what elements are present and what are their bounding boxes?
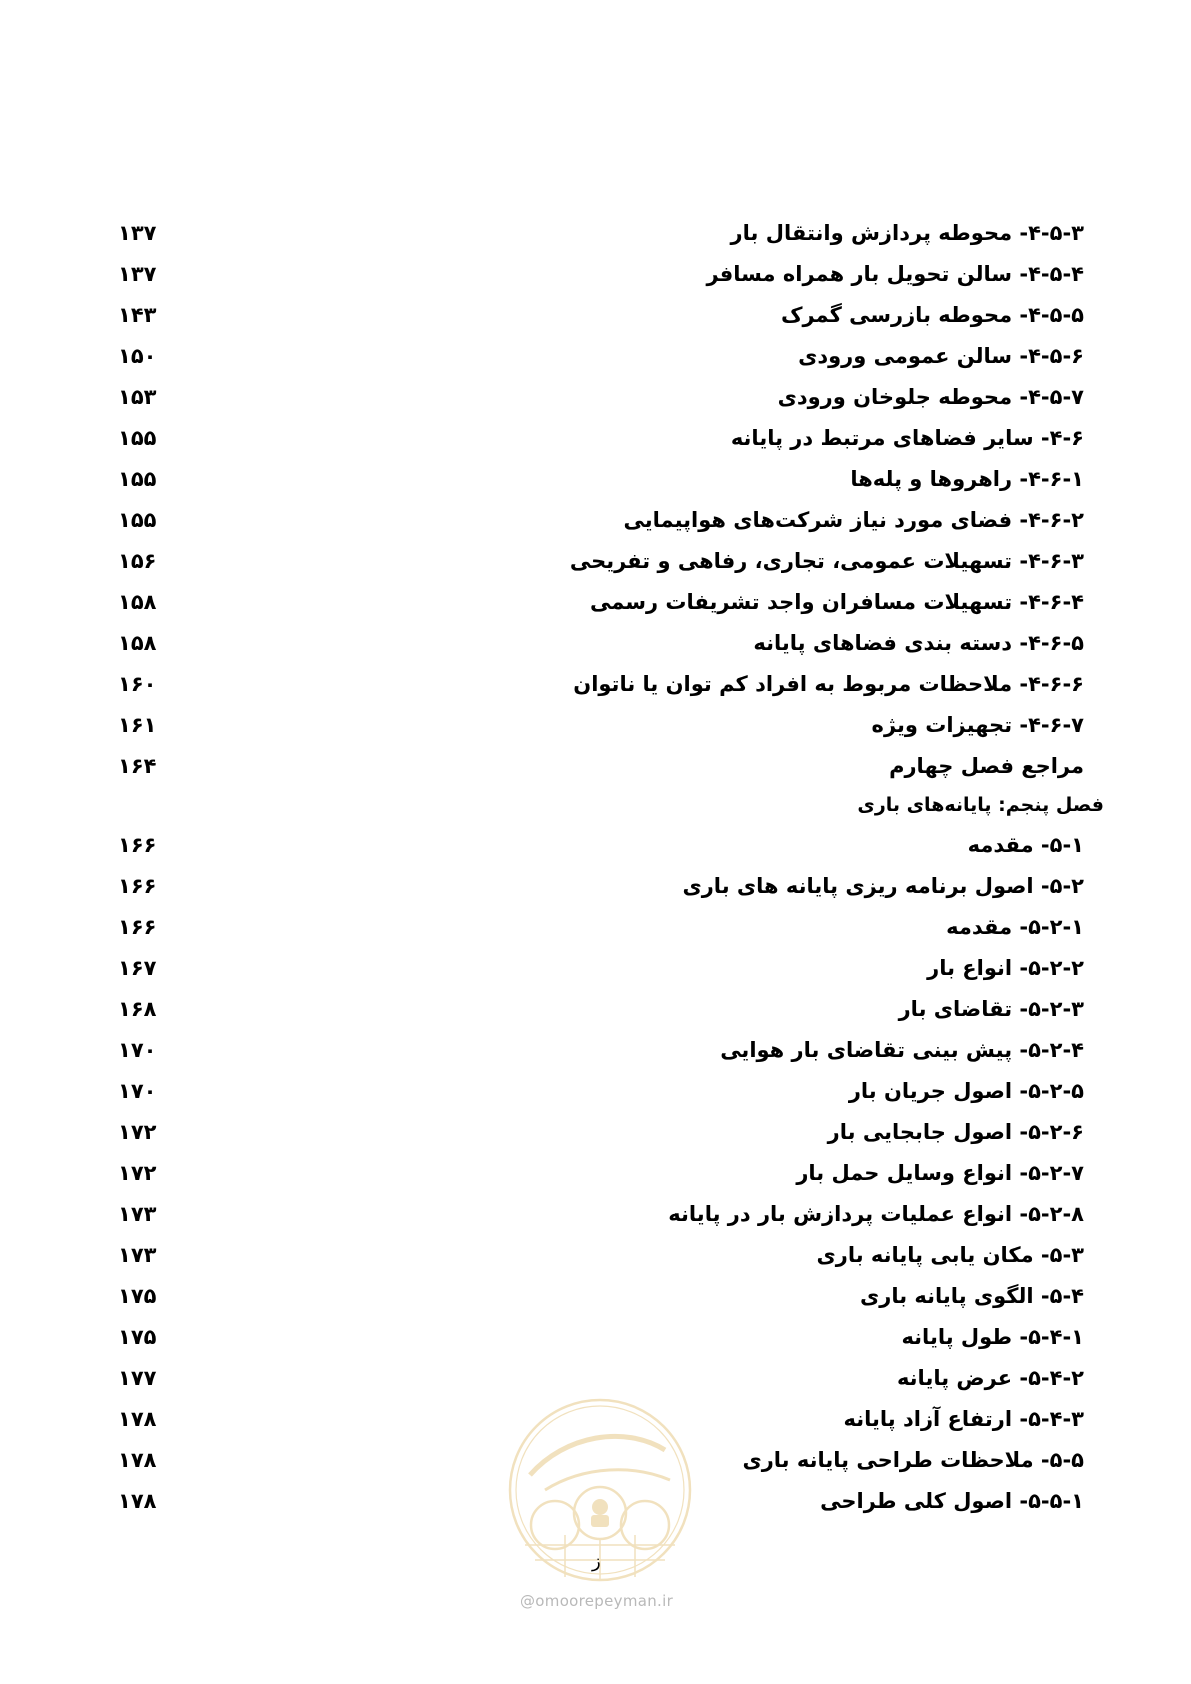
toc-title: ۴-۵-۷- محوطه جلوخان ورودی [777, 384, 1084, 409]
toc-page-number: ۱۵۸ [118, 589, 157, 614]
toc-row[interactable] [118, 865, 1084, 906]
toc-title: ۵-۲-۶- اصول جابجایی بار [827, 1119, 1084, 1144]
toc-page-number: ۱۶۴ [118, 753, 157, 778]
toc-row[interactable] [118, 1070, 1084, 1111]
toc-row[interactable] [118, 947, 1084, 988]
toc-page-number: ۱۶۶ [118, 914, 157, 939]
toc-title: ۵-۴-۱- طول پایانه [901, 1324, 1084, 1349]
toc-title: ۵-۲-۳- تقاضای بار [898, 996, 1084, 1021]
toc-title: ۴-۵-۳- محوطه پردازش وانتقال بار [730, 220, 1084, 245]
toc-row[interactable] [118, 988, 1084, 1029]
toc-title: ۵-۱- مقدمه [967, 832, 1084, 857]
toc-page-number: ۱۳۷ [118, 261, 157, 286]
toc-page-number: ۱۵۵ [118, 425, 157, 450]
toc-row[interactable] [118, 499, 1084, 540]
toc-row[interactable] [118, 1316, 1084, 1357]
toc-title: ۴-۶-۲- فضای مورد نیاز شرکت‌های هواپیمایی [623, 507, 1084, 532]
toc-page-number: ۱۶۱ [118, 712, 157, 737]
watermark-site: @omoorepeyman.ir [520, 1592, 674, 1610]
chapter-heading: فصل پنجم: پایانه‌های باری [857, 794, 1104, 816]
toc-page-number: ۱۷۲ [118, 1119, 157, 1144]
toc-row[interactable] [118, 663, 1084, 704]
toc-page-number: ۱۵۸ [118, 630, 157, 655]
toc-row[interactable] [118, 417, 1084, 458]
toc-page-number: ۱۴۳ [118, 302, 157, 327]
toc-page-number: ۱۳۷ [118, 220, 157, 245]
toc-page-number: ۱۷۵ [118, 1324, 157, 1349]
toc-page-number: ۱۵۵ [118, 466, 157, 491]
toc-row[interactable] [118, 824, 1084, 865]
toc-title: ۵-۲-۴- پیش بینی تقاضای بار هوایی [720, 1037, 1084, 1062]
toc-title: ۴-۶- سایر فضاهای مرتبط در پایانه [730, 425, 1084, 450]
toc-row[interactable] [118, 745, 1084, 786]
toc-row[interactable] [118, 1111, 1084, 1152]
toc-title: مراجع فصل چهارم [889, 753, 1084, 778]
toc-row[interactable] [118, 212, 1084, 253]
toc-title: ۵-۳- مکان یابی پایانه باری [816, 1242, 1084, 1267]
toc-page-number: ۱۶۷ [118, 955, 157, 980]
toc-title: ۴-۶-۷- تجهیزات ویژه [871, 712, 1084, 737]
toc-row[interactable] [118, 1275, 1084, 1316]
toc-row[interactable] [118, 540, 1084, 581]
toc-title: ۴-۶-۶- ملاحظات مربوط به افراد کم توان یا ناتوان [573, 671, 1084, 696]
toc-row[interactable] [118, 1152, 1084, 1193]
toc-row[interactable] [118, 335, 1084, 376]
toc-page-number: ۱۷۸ [118, 1488, 157, 1513]
toc-row[interactable] [118, 1029, 1084, 1070]
toc-title: ۵-۲-۸- انواع عملیات پردازش بار در پایانه [668, 1201, 1084, 1226]
table-of-contents [118, 212, 1104, 1521]
toc-title: ۵-۲- اصول برنامه ریزی پایانه های باری [682, 873, 1084, 898]
toc-row[interactable] [118, 1357, 1084, 1398]
toc-page-number: ۱۵۶ [118, 548, 157, 573]
toc-title: ۴-۶-۴- تسهیلات مسافران واجد تشریفات رسمی [590, 589, 1084, 614]
toc-page-number: ۱۵۰ [118, 343, 157, 368]
toc-page-number: ۱۵۵ [118, 507, 157, 532]
toc-title: ۵-۴-۲- عرض پایانه [896, 1365, 1084, 1390]
toc-title: ۴-۵-۶- سالن عمومی ورودی [798, 343, 1084, 368]
toc-title: ۴-۶-۳- تسهیلات عمومی، تجاری، رفاهی و تفریحی [569, 548, 1084, 573]
toc-page-number: ۱۶۶ [118, 873, 157, 898]
toc-row[interactable] [118, 581, 1084, 622]
toc-row[interactable] [118, 294, 1084, 335]
toc-title: ۵-۲-۱- مقدمه [946, 914, 1084, 939]
toc-page-number: ۱۷۳ [118, 1242, 157, 1267]
toc-title: ۵-۴-۳- ارتفاع آزاد پایانه [843, 1406, 1084, 1431]
toc-page-number: ۱۵۳ [118, 384, 157, 409]
toc-page-number: ۱۶۶ [118, 832, 157, 857]
toc-page-number: ۱۷۰ [118, 1078, 157, 1103]
toc-row[interactable] [118, 704, 1084, 745]
toc-row[interactable] [118, 1234, 1084, 1275]
toc-page-number: ۱۷۲ [118, 1160, 157, 1185]
toc-title: ۵-۲-۵- اصول جریان بار [848, 1078, 1084, 1103]
toc-page-number: ۱۷۷ [118, 1365, 157, 1390]
toc-title: ۵-۵- ملاحظات طراحی پایانه باری [742, 1447, 1084, 1472]
page-number-letter: ز [592, 1551, 601, 1572]
toc-row[interactable] [118, 906, 1084, 947]
toc-row[interactable] [118, 458, 1084, 499]
toc-title: ۴-۶-۵- دسته بندی فضاهای پایانه [753, 630, 1084, 655]
toc-title: ۴-۶-۱- راهروها و پله‌ها [850, 466, 1084, 491]
toc-page-number: ۱۶۸ [118, 996, 157, 1021]
toc-page-number: ۱۷۵ [118, 1283, 157, 1308]
toc-row[interactable] [118, 622, 1084, 663]
toc-page-number: ۱۷۰ [118, 1037, 157, 1062]
toc-page-number: ۱۷۸ [118, 1406, 157, 1431]
toc-title: ۵-۴- الگوی پایانه باری [860, 1283, 1084, 1308]
toc-page-number: ۱۷۸ [118, 1447, 157, 1472]
toc-title: ۵-۲-۲- انواع بار [927, 955, 1084, 980]
toc-page-number: ۱۷۳ [118, 1201, 157, 1226]
chapter-heading-row [118, 786, 1104, 824]
toc-row[interactable] [118, 1193, 1084, 1234]
toc-title: ۵-۲-۷- انواع وسایل حمل بار [796, 1160, 1084, 1185]
toc-title: ۴-۵-۴- سالن تحویل بار همراه مسافر [706, 261, 1084, 286]
toc-title: ۴-۵-۵- محوطه بازرسی گمرک [780, 302, 1084, 327]
toc-row[interactable] [118, 376, 1084, 417]
toc-page-number: ۱۶۰ [118, 671, 157, 696]
toc-title: ۵-۵-۱- اصول کلی طراحی [820, 1488, 1084, 1513]
toc-row[interactable] [118, 253, 1084, 294]
